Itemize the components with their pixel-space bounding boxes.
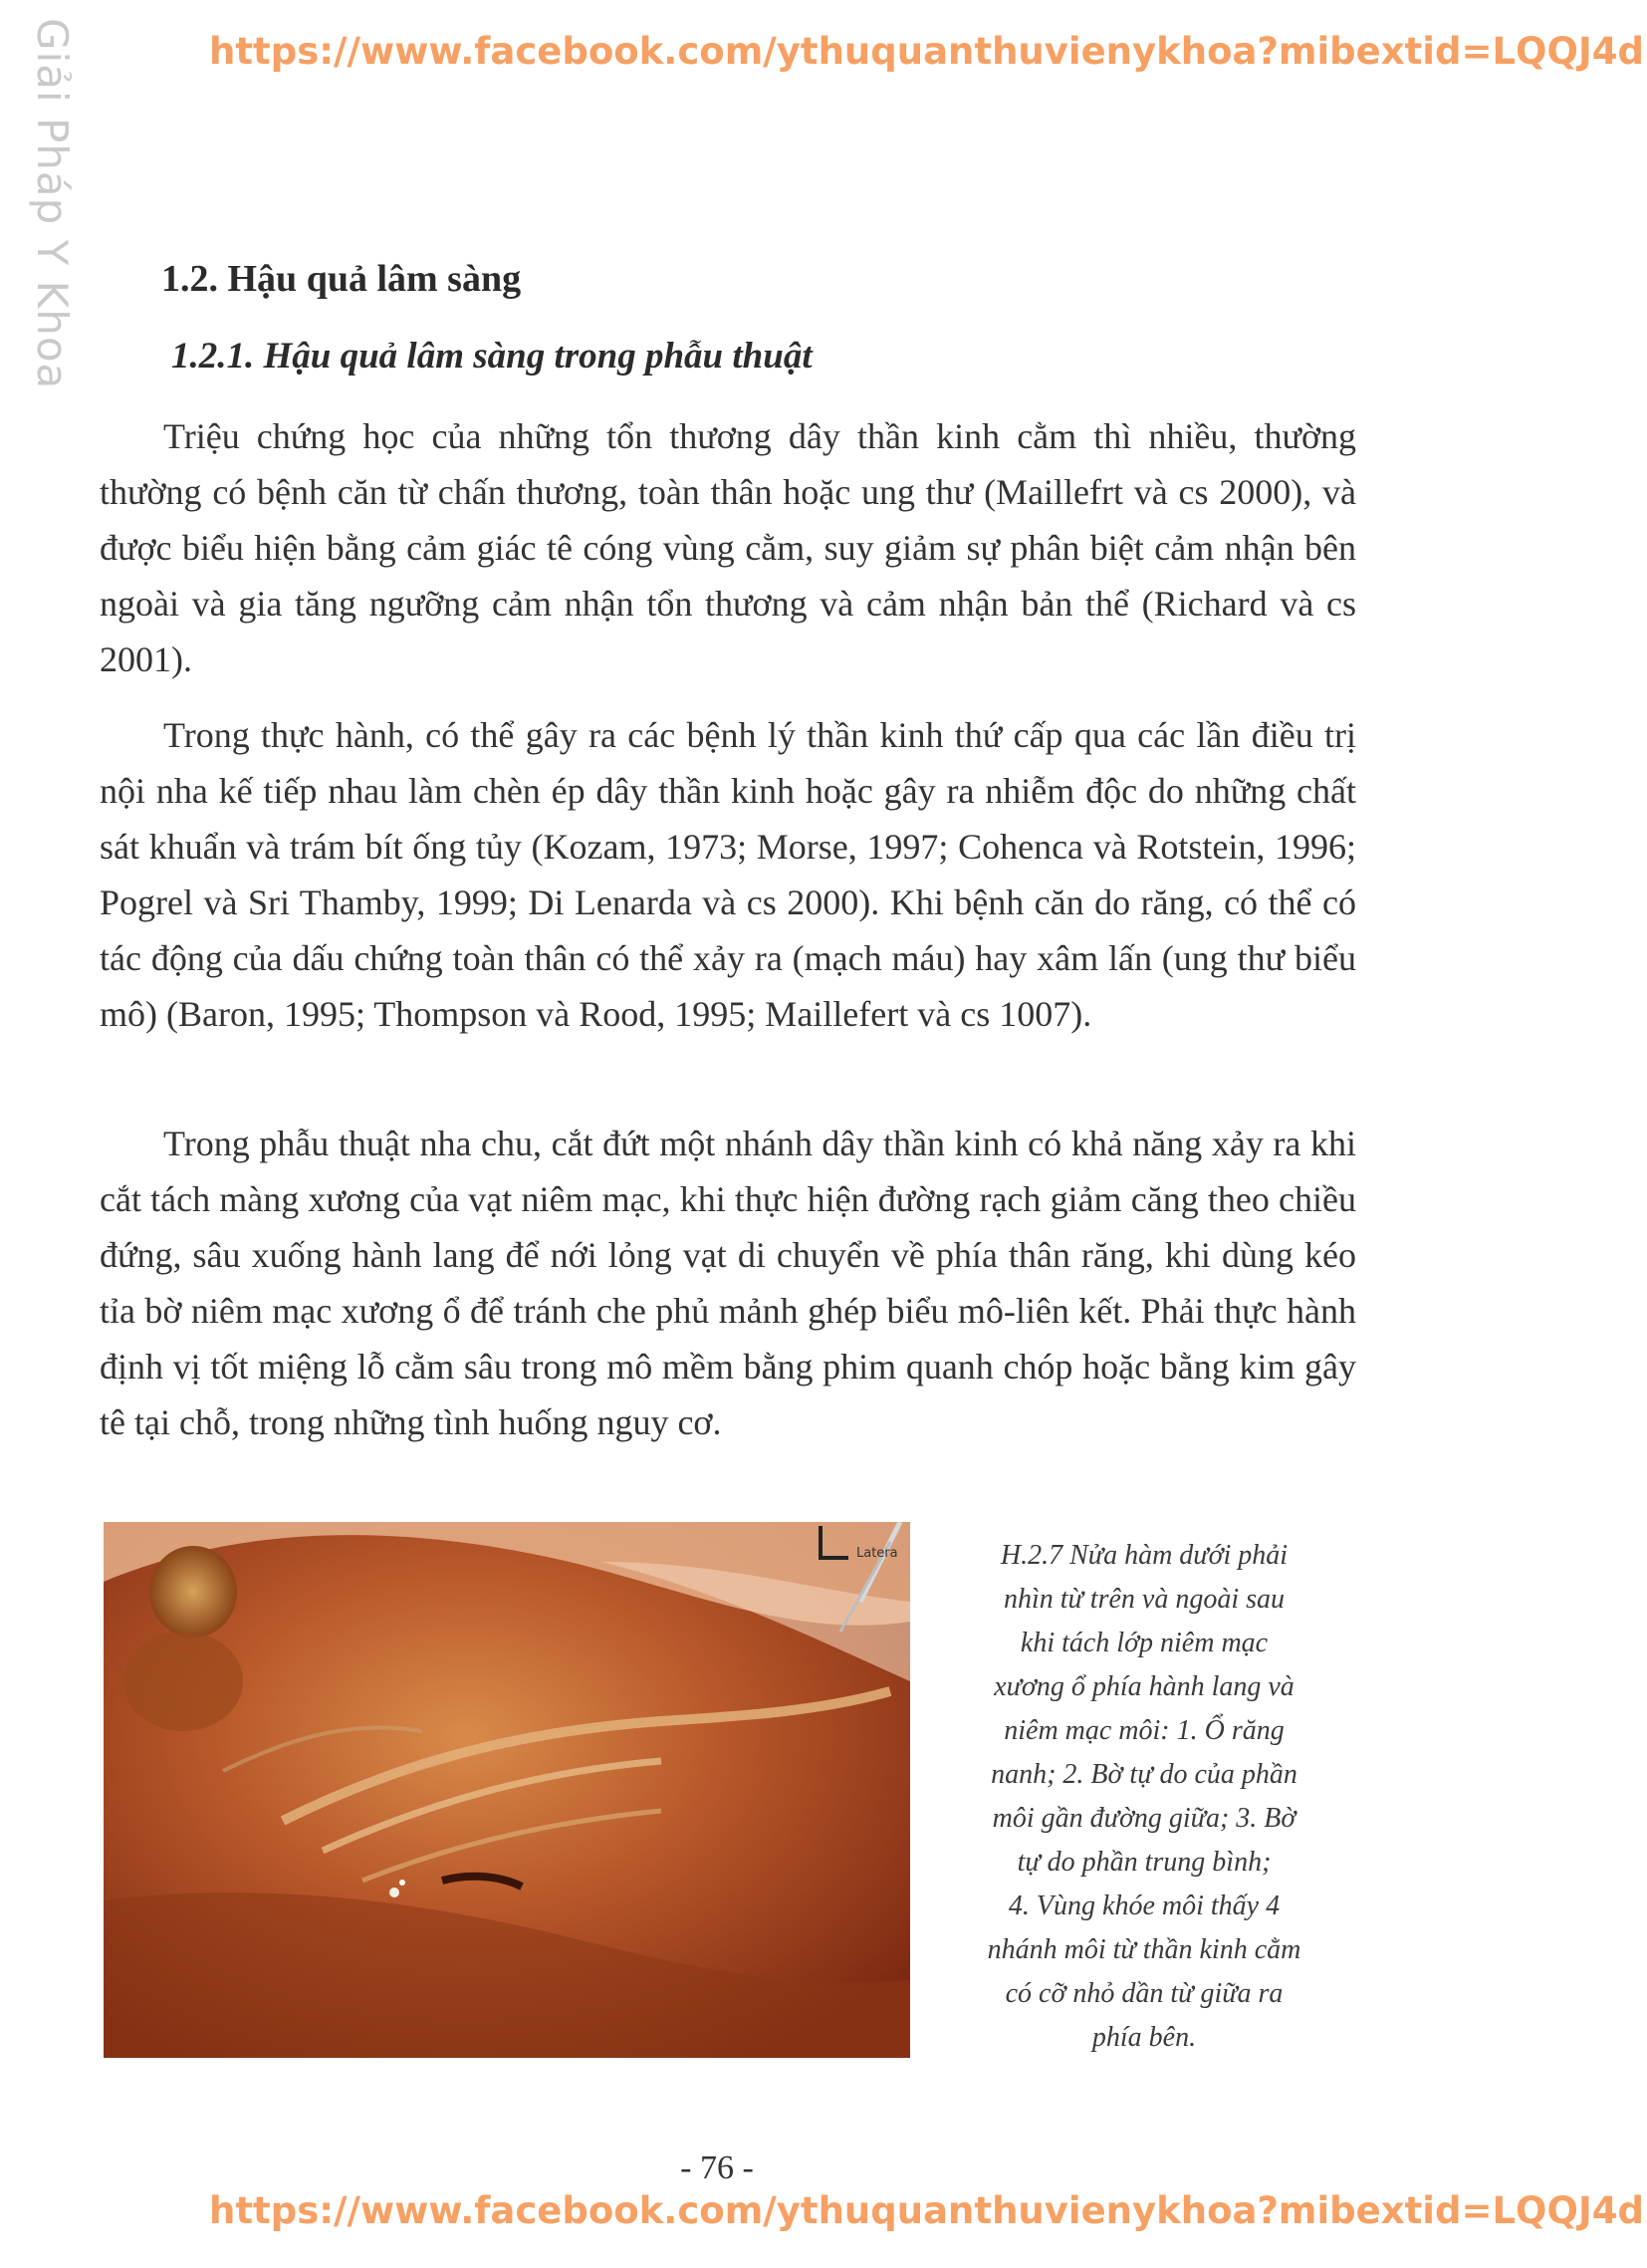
paragraph-1: Triệu chứng học của những tổn thương dây thần kinh cằm thì nhiều, thường thường có bệnh căn từ chấn thương, toàn thân hoặc ung thư (Maillefrt và cs 2000), và được biểu hiện bằng cảm giác tê cóng vùng cằm, suy giảm sự phân biệt cảm nhận bên ngoài và gia tăng ngưỡng cảm nhận tổn thương và cảm nhận bản thể (Richard và cs 2001). [100,416,1356,679]
anatomy-photo [104,1522,910,2058]
caption-line: nanh; 2. Bờ tự do của phần [991,1759,1297,1790]
paragraph-3: Trong phẫu thuật nha chu, cắt đứt một nhánh dây thần kinh có khả năng xảy ra khi cắt tách màng xương của vạt niêm mạc, khi thực hiện đường rạch giảm căng theo chiều đứng, sâu xuống hành lang để nới lỏng vạt di chuyển về phía thân răng, khi dùng kéo tỉa bờ niêm mạc xương ổ để tránh che phủ mảnh ghép biểu mô-liên kết. Phải thực hành định vị tốt miệng lỗ cằm sâu trong mô mềm bằng phim quanh chóp hoặc bằng kim gây tê tại chỗ, trong những tình huống nguy cơ. [100,1124,1356,1442]
orientation-marker [815,1526,908,1566]
figure-caption [948,1534,1340,2060]
orientation-vertical-bar [819,1526,823,1560]
watermark-url-bottom[interactable]: https://www.facebook.com/ythuquanthuvienykhoa?mibextid=LQQJ4d [209,2189,1644,2232]
paragraph-2: Trong thực hành, có thể gây ra các bệnh lý thần kinh thứ cấp qua các lần điều trị nội nha kế tiếp nhau làm chèn ép dây thần kinh hoặc gây ra nhiễm độc do những chất sát khuẩn và trám bít ống tủy (Kozam, 1973; Morse, 1997; Cohenca và Rotstein, 1996; Pogrel và Sri Thamby, 1999; Di Lenarda và cs 2000). Khi bệnh căn do răng, có thể có tác động của dấu chứng toàn thân có thể xảy ra (mạch máu) hay xâm lấn (ung thư biểu mô) (Baron, 1995; Thompson và Rood, 1995; Maillefert và cs 1007). [100,715,1356,1034]
caption-line: 4. Vùng khóe môi thấy 4 [1008,1890,1281,1921]
section-heading: 1.2. Hậu quả lâm sàng [161,258,522,300]
caption-line: tự do phần trung bình; [1017,1847,1272,1878]
caption-line: xương ổ phía hành lang và [994,1671,1294,1702]
caption-line: niêm mạc môi: 1. Ổ răng [1004,1715,1285,1746]
caption-line: khi tách lớp niêm mạc [1020,1628,1269,1658]
caption-line: nhánh môi từ thần kinh cằm [987,1934,1301,1965]
caption-line: có cỡ nhỏ dần từ giữa ra [1005,1978,1284,2009]
page-number: - 76 - [680,2149,754,2186]
caption-line: H.2.7 Nửa hàm dưới phải [1000,1540,1289,1571]
caption-line: nhìn từ trên và ngoài sau [1003,1584,1286,1615]
watermark-url-top[interactable]: https://www.facebook.com/ythuquanthuvienykhoa?mibextid=LQQJ4d [209,30,1644,73]
orientation-horizontal-bar [819,1556,848,1560]
orientation-label: Latera [856,1546,898,1561]
side-watermark: Giải Pháp Y Khoa [28,18,77,390]
subsection-heading: 1.2.1. Hậu quả lâm sàng trong phẫu thuật [171,336,813,377]
caption-line: môi gần đường giữa; 3. Bờ [992,1803,1296,1834]
caption-line: phía bên. [1091,2022,1197,2053]
